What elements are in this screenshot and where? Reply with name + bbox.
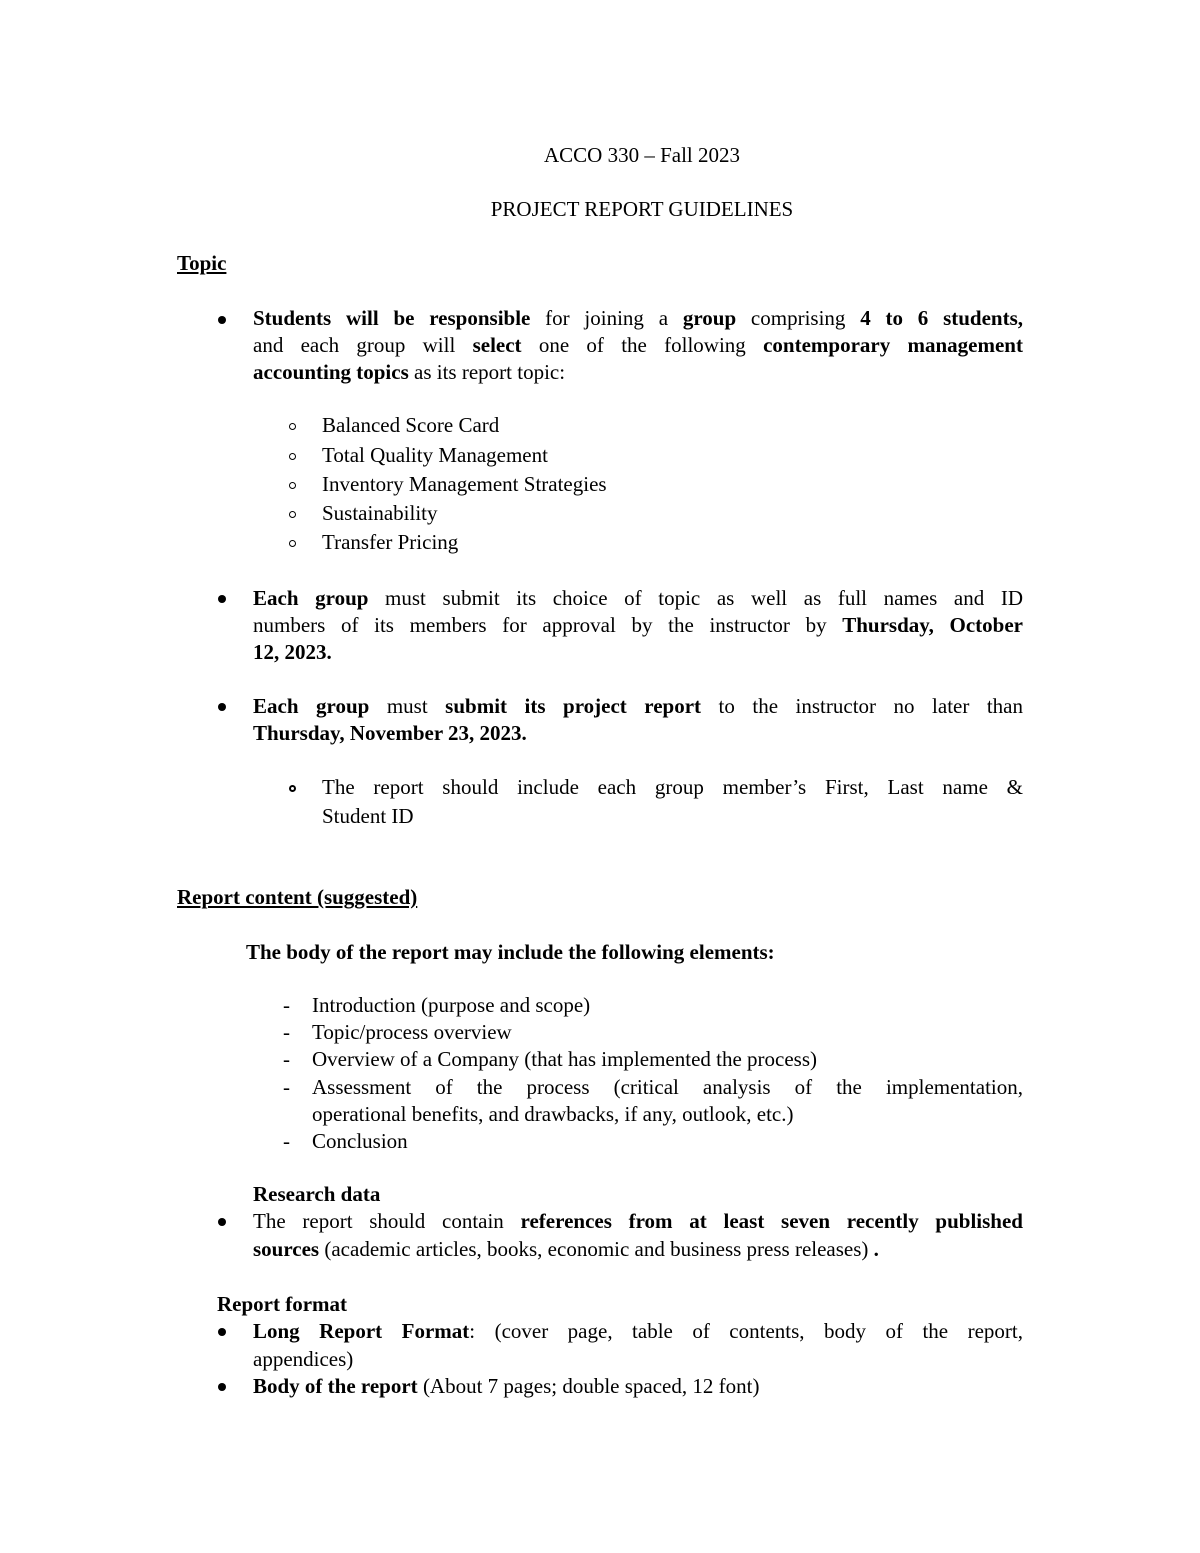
circle-bullet-icon — [289, 482, 296, 489]
dash-bullet: - — [283, 1129, 290, 1153]
report-content-heading: Report content (suggested) — [177, 885, 418, 909]
circle-bullet-icon — [289, 785, 296, 792]
topic-item-1-line-1: Students will be responsible for joining a group comprising 4 to 6 students, — [253, 306, 1024, 330]
topic-item-1-line-3: accounting topics as its report topic: — [253, 360, 566, 384]
format-item-2: Body of the report (About 7 pages; double spaced, 12 font) — [253, 1374, 760, 1398]
circle-bullet-icon — [289, 511, 296, 518]
topic-item-2-line-3: 12, 2023. — [253, 640, 332, 664]
circle-bullet-icon — [289, 453, 296, 460]
content-element: Topic/process overview — [312, 1020, 512, 1044]
sub-item-line-2: Student ID — [322, 804, 414, 828]
topic-option: Inventory Management Strategies — [322, 472, 607, 496]
content-element: Conclusion — [312, 1129, 408, 1153]
topic-heading: Topic — [177, 251, 227, 275]
bullet-icon — [218, 1328, 226, 1336]
dash-bullet: - — [283, 1020, 290, 1044]
content-element: Introduction (purpose and scope) — [312, 993, 591, 1017]
format-item-1-line-1: Long Report Format: (cover page, table of contents, body of the report, — [253, 1319, 1023, 1343]
format-item-1-line-2: appendices) — [253, 1347, 354, 1371]
circle-bullet-icon — [289, 423, 296, 430]
research-heading: Research data — [253, 1182, 381, 1206]
content-element: operational benefits, and drawbacks, if any, outlook, etc.) — [312, 1102, 794, 1126]
topic-item-3-line-1: Each group must submit its project report to the instructor no later than — [253, 694, 1024, 718]
circle-bullet-icon — [289, 540, 296, 547]
content-element: Overview of a Company (that has implemented the process) — [312, 1047, 818, 1071]
topic-item-1-line-2: and each group will select one of the following contemporary management — [253, 333, 1023, 357]
dash-bullet: - — [283, 1075, 290, 1099]
topic-option: Transfer Pricing — [322, 530, 459, 554]
topic-item-2-line-1: Each group must submit its choice of topic as well as full names and ID — [253, 586, 1023, 610]
content-element: Assessment of the process (critical analysis of the implementation, — [312, 1075, 1023, 1099]
format-heading: Report format — [217, 1292, 348, 1316]
topic-item-3-line-2: Thursday, November 23, 2023. — [253, 721, 527, 745]
dash-bullet: - — [283, 1047, 290, 1071]
bullet-icon — [218, 595, 226, 603]
course-title: ACCO 330 – Fall 2023 — [543, 143, 740, 167]
bullet-icon — [218, 316, 226, 324]
dash-bullet: - — [283, 993, 290, 1017]
topic-option: Balanced Score Card — [322, 413, 500, 437]
research-line-1: The report should contain references from at least seven recently published — [253, 1209, 1023, 1233]
page-title: PROJECT REPORT GUIDELINES — [490, 197, 794, 221]
report-content-intro: The body of the report may include the following elements: — [246, 940, 775, 964]
sub-item-line-1: The report should include each group member’s First, Last name & — [322, 775, 1023, 799]
bullet-icon — [218, 703, 226, 711]
bullet-icon — [218, 1218, 226, 1226]
topic-item-2-line-2: numbers of its members for approval by the instructor by Thursday, October — [253, 613, 1023, 637]
topic-option: Sustainability — [322, 501, 438, 525]
research-line-2: sources (academic articles, books, economic and business press releases) . — [253, 1237, 879, 1261]
bullet-icon — [218, 1383, 226, 1391]
topic-option: Total Quality Management — [322, 443, 548, 467]
